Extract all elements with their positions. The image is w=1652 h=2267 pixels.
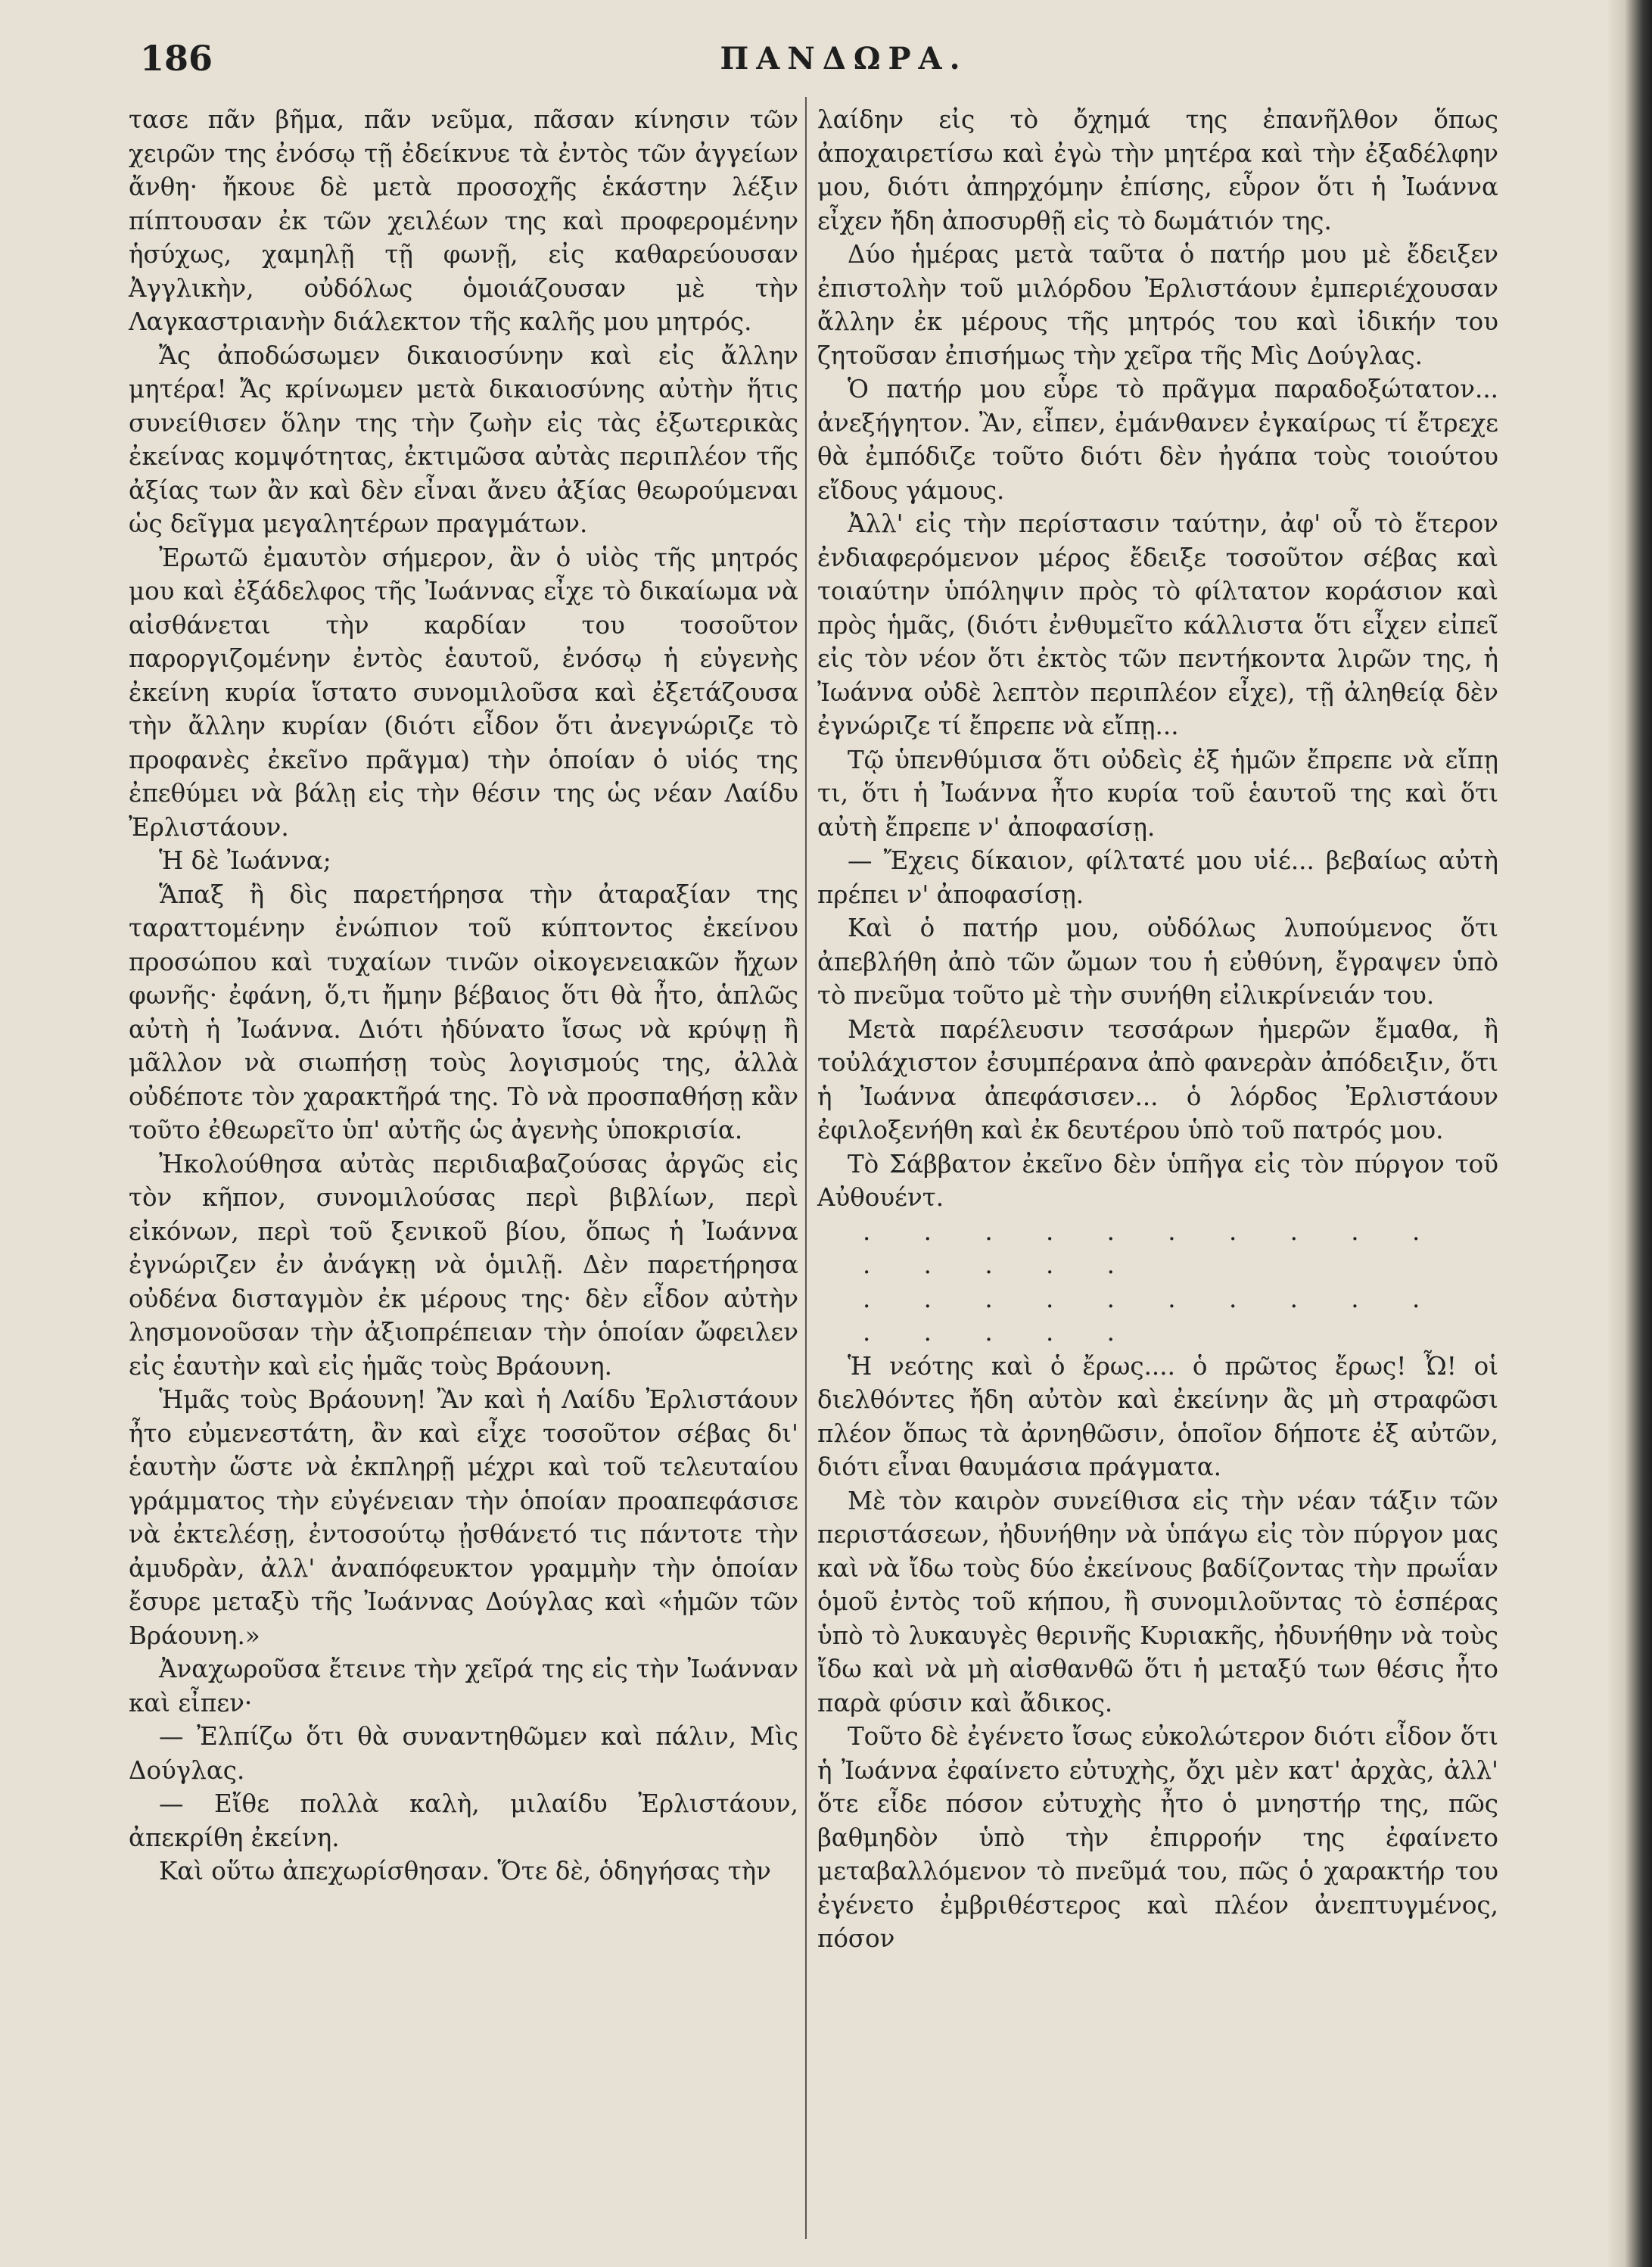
paragraph: Ἐρωτῶ ἐμαυτὸν σήμερον, ἂν ὁ υἱὸς τῆς μητρός μου καὶ ἐξάδελφος τῆς Ἰωάννας εἶχε τὸ δικαίωμα νὰ αἰσθάνεται τὴν καρδίαν του τοσοῦτον παροργιζομένην ἐντὸς ἑαυτοῦ, ἐνόσῳ ἡ εὐγενὴς ἐκείνη κυρία ἵστατο συνομιλοῦσα καὶ ἐξετάζουσα τὴν ἄλλην κυρίαν (διότι εἶδον ὅτι ἀνεγνώριζε τὸ προφανὲς ἐκεῖνο πρᾶγμα) τὴν ὁποίαν ὁ υἱός της ἐπεθύμει νὰ βάλῃ εἰς τὴν θέσιν της ὡς νέαν Λαίδυ Ἐρλιστάουν. — [129, 543, 798, 842]
paragraph: Ἀναχωροῦσα ἔτεινε τὴν χεῖρά της εἰς τὴν Ἰωάνναν καὶ εἶπεν· — [129, 1655, 798, 1717]
ellipsis-row: . . . . . . . . . . . . . . . — [863, 1216, 1443, 1279]
running-title: ΠΑΝΔΩΡΑ. — [720, 41, 968, 76]
paragraph: — Ἐλπίζω ὅτι θὰ συναντηθῶμεν καὶ πάλιν, Μὶς Δούγλας. — [129, 1722, 798, 1785]
paragraph: Ἀλλ' εἰς τὴν περίστασιν ταύτην, ἀφ' οὗ τὸ ἕτερον ἐνδιαφερόμενον μέρος ἔδειξε τοσοῦτον σέβας καὶ τοιαύτην ὑπόληψιν πρὸς τὸ φίλτατον κοράσιον καὶ πρὸς ἡμᾶς, (διότι ἐνθυμεῖτο κάλλιστα ὅτι εἶχεν εἰπεῖ εἰς τὸν νέον ὅτι ἐκτὸς τῶν πεντήκοντα λιρῶν της, ἡ Ἰωάννα οὐδὲ λεπτὸν περιπλέον εἶχε), τῇ ἀληθείᾳ δὲν ἐγνώριζε τί ἔπρεπε νὰ εἴπῃ... — [817, 509, 1498, 740]
paragraph: Καὶ οὕτω ἀπεχωρίσθησαν. Ὅτε δὲ, ὁδηγήσας τὴν — [159, 1857, 771, 1886]
paragraph: Μὲ τὸν καιρὸν συνείθισα εἰς τὴν νέαν τάξιν τῶν περιστάσεων, ἠδυνήθην νὰ ὑπάγω εἰς τὸν πύργον μας καὶ νὰ ἴδω τοὺς δύο ἐκείνους βαδίζοντας τὴν πρωΐαν ὁμοῦ ἐντὸς τοῦ κήπου, ἢ συνομιλοῦντας τὸ ἑσπέρας ὑπὸ τὸ λυκαυγὲς θερινῆς Κυριακῆς, ἠδυνήθην νὰ τοὺς ἴδω καὶ νὰ μὴ αἰσθανθῶ ὅτι ἡ μεταξύ των θέσις ἦτο παρὰ φύσιν καὶ ἄδικος. — [817, 1486, 1498, 1717]
right-column — [817, 103, 1498, 1956]
paragraph: Τῷ ὑπενθύμισα ὅτι οὐδεὶς ἐξ ἡμῶν ἔπρεπε νὰ εἴπῃ τι, ὅτι ἡ Ἰωάννα ἦτο κυρία τοῦ ἑαυτοῦ της καὶ ὅτι αὐτὴ ἔπρεπε ν' ἀποφασίσῃ. — [817, 745, 1498, 842]
paragraph: Ἅπαξ ἢ δὶς παρετήρησα τὴν ἀταραξίαν της ταραττομένην ἐνώπιον τοῦ κύπτοντος ἐκείνου προσώπου καὶ τυχαίων τινῶν οἰκογενειακῶν ἤχων φωνῆς· ἐφάνη, ὅ,τι ἤμην βέβαιος ὅτι θὰ ἦτο, ἁπλῶς αὐτὴ ἡ Ἰωάννα. Διότι ἠδύνατο ἴσως νὰ κρύψῃ ἢ μᾶλλον νὰ σιωπήσῃ τοὺς λογισμούς της, ἀλλὰ οὐδέποτε τὸν χαρακτῆρά της. Τὸ νὰ προσπαθήσῃ κἂν τοῦτο ἐθεωρεῖτο ὑπ' αὐτῆς ὡς ἀγενὴς ὑποκρισία. — [129, 880, 798, 1144]
paragraph: Ἠκολούθησα αὐτὰς περιδιαβαζούσας ἀργῶς εἰς τὸν κῆπον, συνομιλούσας περὶ βιβλίων, περὶ εἰκόνων, περὶ τοῦ ξενικοῦ βίου, ὅπως ἡ Ἰωάννα ἐγνώριζεν ἐν ἀνάγκῃ νὰ ὁμιλῇ. Δὲν παρετήρησα οὐδένα δισταγμὸν ἐκ μέρους της· δὲν εἶδον αὐτὴν λησμονοῦσαν τὴν ἀξιοπρέπειαν τὴν ὁποίαν ὤφειλεν εἰς ἑαυτὴν καὶ εἰς ἡμᾶς τοὺς Βράουνη. — [129, 1149, 798, 1381]
page-header — [140, 38, 1548, 83]
column-divider — [805, 97, 807, 2239]
paragraph: λαίδην εἰς τὸ ὄχημά της ἐπανῆλθον ὅπως ἀποχαιρετίσω καὶ ἐγὼ τὴν μητέρα καὶ τὴν ἐξαδέλφην μου, διότι ἀπηρχόμην ἐπίσης, εὗρον ὅτι ἡ Ἰωάννα εἶχεν ἤδη ἀποσυρθῇ εἰς τὸ δωμάτιόν της. — [817, 105, 1498, 235]
book-spine-shadow — [1607, 0, 1652, 2267]
paragraph: Τὸ Σάββατον ἐκεῖνο δὲν ὑπῆγα εἰς τὸν πύργον τοῦ Αὐθουέντ. — [817, 1149, 1498, 1212]
page-number: 186 — [140, 38, 213, 79]
left-column — [129, 103, 798, 1889]
paragraph: Ὁ πατήρ μου εὗρε τὸ πρᾶγμα παραδοξώτατον... ἀνεξήγητον. Ἂν, εἶπεν, ἐμάνθανεν ἐγκαίρως τί ἔτρεχε θὰ ἐμπόδιζε τοῦτο διότι δὲν ἠγάπα τοὺς τοιούτου εἴδους γάμους. — [817, 375, 1498, 505]
paragraph: Ἡ δὲ Ἰωάννα; — [159, 846, 331, 875]
paragraph: τασε πᾶν βῆμα, πᾶν νεῦμα, πᾶσαν κίνησιν τῶν χειρῶν της ἐνόσῳ τῇ ἐδείκνυε τὰ ἐντὸς τῶν ἀγγείων ἄνθη· ἤκουε δὲ μετὰ προσοχῆς ἑκάστην λέξιν πίπτουσαν ἐκ τῶν χειλέων της καὶ προφερομένην ἡσύχως, χαμηλῇ τῇ φωνῇ, εἰς καθαρεύουσαν Ἀγγλικὴν, οὐδόλως ὁμοιάζουσαν μὲ τὴν Λαγκαστριανὴν διάλεκτον τῆς καλῆς μου μητρός. — [129, 105, 798, 336]
paragraph: — Ἔχεις δίκαιον, φίλτατέ μου υἱέ... βεβαίως αὐτὴ πρέπει ν' ἀποφασίσῃ. — [817, 846, 1498, 909]
paragraph: Καὶ ὁ πατήρ μου, οὐδόλως λυπούμενος ὅτι ἀπεβλήθη ἀπὸ τῶν ὤμων του ἡ εὐθύνη, ἔγραψεν ὑπὸ τὸ πνεῦμα τοῦτο μὲ τὴν συνήθη εἰλικρίνειάν του. — [817, 914, 1498, 1010]
paragraph: Τοῦτο δὲ ἐγένετο ἴσως εὐκολώτερον διότι εἶδον ὅτι ἡ Ἰωάννα ἐφαίνετο εὐτυχὴς, ὄχι μὲν κατ' ἀρχὰς, ἀλλ' ὅτε εἶδε πόσον εὐτυχὴς ἦτο ὁ μνηστήρ της, πῶς βαθμηδὸν ὑπὸ τὴν ἐπιρροήν της ἐφαίνετο μεταβαλλόμενον τὸ πνεῦμά του, πῶς ὁ χαρακτήρ του ἐγένετο ἐμβριθέστερος καὶ πλέον ἀνεπτυγμένος, πόσον — [817, 1722, 1498, 1953]
ellipsis-row: . . . . . . . . . . . . . . . — [863, 1284, 1443, 1347]
paragraph: Δύο ἡμέρας μετὰ ταῦτα ὁ πατήρ μου μὲ ἔδειξεν ἐπιστολὴν τοῦ μιλόρδου Ἐρλιστάουν ἐμπεριέχουσαν ἄλλην ἐκ μέρους τῆς μητρός του καὶ ἰδικήν του ζητοῦσαν ἐπισήμως τὴν χεῖρα τῆς Μὶς Δούγλας. — [817, 240, 1498, 370]
paragraph: — Εἴθε πολλὰ καλὴ, μιλαίδυ Ἐρλιστάουν, ἀπεκρίθη ἐκείνη. — [129, 1789, 798, 1852]
paragraph: Μετὰ παρέλευσιν τεσσάρων ἡμερῶν ἔμαθα, ἢ τοὐλάχιστον ἐσυμπέρανα ἀπὸ φανερὰν ἀπόδειξιν, ὅτι ἡ Ἰωάννα ἀπεφάσισεν... ὁ λόρδος Ἐρλιστάουν ἐφιλοξενήθη καὶ ἐκ δευτέρου ὑπὸ τοῦ πατρός μου. — [817, 1014, 1498, 1144]
paragraph: Ἡμᾶς τοὺς Βράουνη! Ἂν καὶ ἡ Λαίδυ Ἐρλιστάουν ἦτο εὐμενεστάτη, ἂν καὶ εἶχε τοσοῦτον σέβας δι' ἑαυτὴν ὥστε νὰ ἐκπληρῇ μέχρι καὶ τοῦ τελευταίου γράμματος τὴν εὐγένειαν τὴν ὁποίαν προαπεφάσισε νὰ ἐκτελέσῃ, ἐντοσούτῳ ᾐσθάνετό τις πάντοτε τὴν ἀμυδρὰν, ἀλλ' ἀναπόφευκτον γραμμὴν τὴν ὁποίαν ἔσυρε μεταξὺ τῆς Ἰωάννας Δούγλας καὶ «ἡμῶν τῶν Βράουνη.» — [129, 1385, 798, 1650]
paragraph: Ἄς ἀποδώσωμεν δικαιοσύνην καὶ εἰς ἄλλην μητέρα! Ἄς κρίνωμεν μετὰ δικαιοσύνης αὐτὴν ἥτις συνείθισεν ὅλην της τὴν ζωὴν εἰς τὰς ἐξωτερικὰς ἐκείνας κομψότητας, ἐκτιμῶσα αὐτὰς περιπλέον τῆς ἀξίας των ἂν καὶ δὲν εἶναι ἄνευ ἀξίας θεωρούμεναι ὡς δεῖγμα μεγαλητέρων πραγμάτων. — [129, 341, 798, 538]
paragraph: Ἡ νεότης καὶ ὁ ἔρως.... ὁ πρῶτος ἔρως! Ὦ! οἱ διελθόντες ἤδη αὐτὸν καὶ ἐκείνην ἂς μὴ στραφῶσι πλέον ὅπως τὰ ἀρνηθῶσιν, ὁποῖον δήποτε ἐξ αὐτῶν, διότι εἶναι θαυμάσια πράγματα. — [817, 1351, 1498, 1481]
